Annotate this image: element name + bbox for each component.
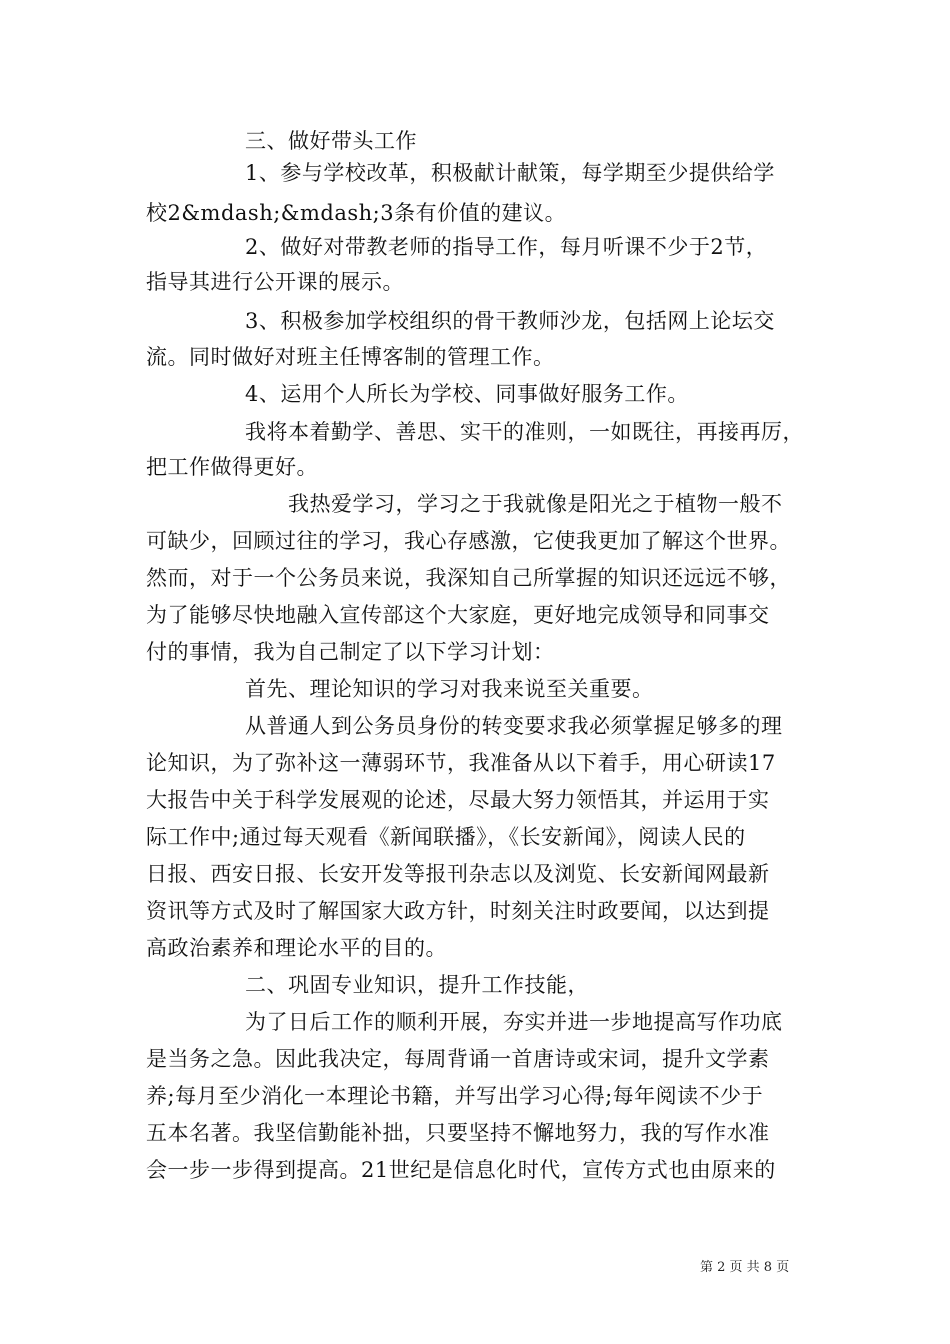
text-line: 论知识，为了弥补这一薄弱环节，我准备从以下着手，用心研读17: [146, 751, 776, 775]
text-line: 然而，对于一个公务员来说，我深知自己所掌握的知识还远远不够，: [146, 566, 791, 590]
text-line: 会一步一步得到提高。21世纪是信息化时代，宣传方式也由原来的: [146, 1158, 776, 1182]
text-line: 1、参与学校改革，积极献计献策，每学期至少提供给学: [245, 161, 775, 185]
text-line: 为了日后工作的顺利开展，夯实并进一步地提高写作功底: [245, 1010, 783, 1034]
text-line: 资讯等方式及时了解国家大政方针，时刻关注时政要闻，以达到提: [146, 899, 770, 923]
text-line: 二、巩固专业知识，提升工作技能，: [245, 973, 589, 997]
text-line: 养;每月至少消化一本理论书籍，并写出学习心得;每年阅读不少于: [146, 1084, 764, 1108]
text-line: 可缺少，回顾过往的学习，我心存感激，它使我更加了解这个世界。: [146, 529, 791, 553]
text-line: 付的事情，我为自己制定了以下学习计划：: [146, 640, 555, 664]
text-line: 4、运用个人所长为学校、同事做好服务工作。: [245, 382, 689, 406]
text-line: 高政治素养和理论水平的目的。: [146, 936, 447, 960]
text-line: 指导其进行公开课的展示。: [146, 270, 404, 294]
text-line: 把工作做得更好。: [146, 455, 318, 479]
text-line: 为了能够尽快地融入宣传部这个大家庭，更好地完成领导和同事交: [146, 603, 770, 627]
text-line: 我将本着勤学、善思、实干的准则，一如既往，再接再厉，: [245, 420, 804, 444]
text-line: 2、做好对带教老师的指导工作，每月听课不少于2节，: [245, 235, 768, 259]
text-line: 首先、理论知识的学习对我来说至关重要。: [245, 677, 654, 701]
text-line: 3、积极参加学校组织的骨干教师沙龙，包括网上论坛交: [245, 309, 775, 333]
text-line: 三、做好带头工作: [245, 129, 417, 153]
text-line: 我热爱学习，学习之于我就像是阳光之于植物一般不: [288, 492, 783, 516]
text-line: 流。同时做好对班主任博客制的管理工作。: [146, 345, 555, 369]
text-line: 校2&mdash;&mdash;3条有价值的建议。: [146, 201, 567, 225]
text-line: 五本名著。我坚信勤能补拙，只要坚持不懈地努力，我的写作水准: [146, 1121, 770, 1145]
text-line: 际工作中;通过每天观看《新闻联播》，《长安新闻》，阅读人民的: [146, 825, 746, 849]
page-number-footer: 第 2 页 共 8 页: [700, 1260, 790, 1275]
text-line: 是当务之急。因此我决定，每周背诵一首唐诗或宋词，提升文学素: [146, 1047, 770, 1071]
text-line: 日报、西安日报、长安开发等报刊杂志以及浏览、长安新闻网最新: [146, 862, 770, 886]
text-line: 从普通人到公务员身份的转变要求我必须掌握足够多的理: [245, 714, 783, 738]
text-line: 大报告中关于科学发展观的论述，尽最大努力领悟其，并运用于实: [146, 788, 770, 812]
